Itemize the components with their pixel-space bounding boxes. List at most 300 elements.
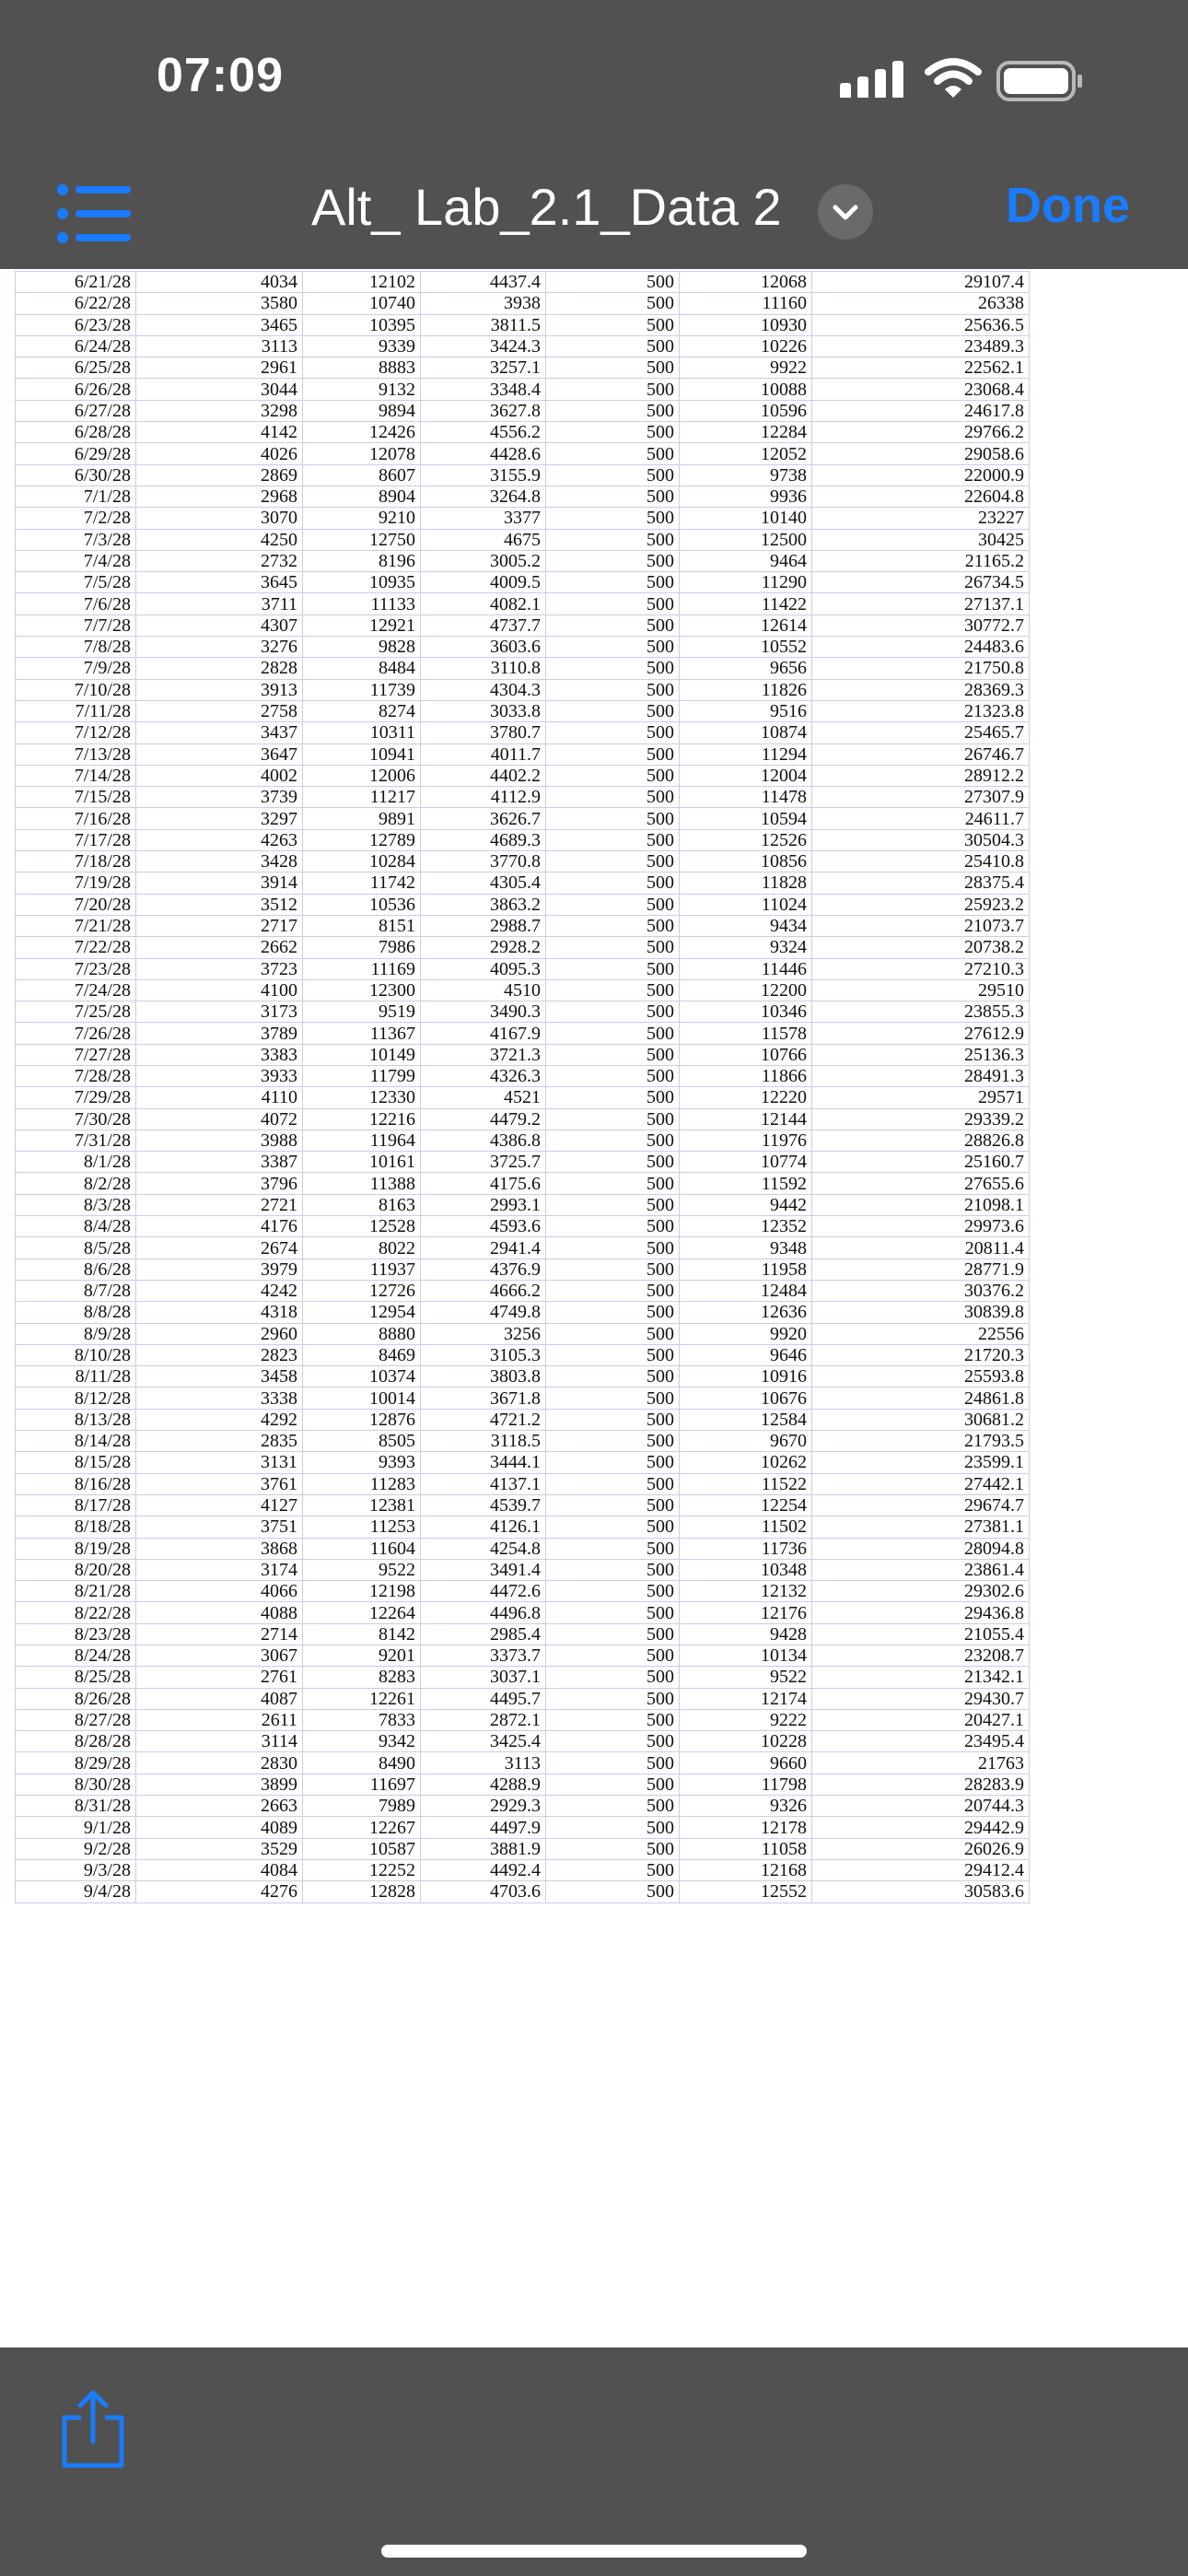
value-cell: 11697 [303,1774,421,1795]
value-cell: 11478 [680,787,812,808]
value-cell: 3155.9 [421,464,546,486]
value-cell: 500 [546,808,680,829]
date-cell: 7/25/28 [16,1001,136,1023]
total-cell: 30425 [812,529,1030,550]
value-cell: 12789 [303,829,421,850]
value-cell: 3811.5 [421,314,546,335]
outline-button[interactable] [57,181,133,247]
table-row [16,464,1030,486]
value-cell: 500 [546,1688,680,1709]
date-cell: 7/21/28 [16,915,136,936]
value-cell: 4084 [136,1859,303,1880]
value-cell: 3780.7 [421,722,546,744]
date-cell: 8/15/28 [16,1452,136,1473]
value-cell: 4721.2 [421,1409,546,1430]
table-row [16,1388,1030,1409]
battery-icon [996,61,1085,101]
value-cell: 11739 [303,679,421,700]
total-cell: 23495.4 [812,1731,1030,1752]
value-cell: 3914 [136,872,303,894]
date-cell: 7/17/28 [16,829,136,850]
table-row [16,1302,1030,1323]
value-cell: 11578 [680,1023,812,1044]
value-cell: 11866 [680,1065,812,1086]
date-cell: 7/12/28 [16,722,136,744]
value-cell: 4126.1 [421,1516,546,1538]
value-cell: 500 [546,379,680,400]
value-cell: 7986 [303,937,421,958]
date-cell: 6/23/28 [16,314,136,335]
table-row [16,1752,1030,1774]
value-cell: 4437.4 [421,272,546,293]
total-cell: 26338 [812,293,1030,314]
value-cell: 500 [546,1859,680,1880]
total-cell: 25636.5 [812,314,1030,335]
value-cell: 10226 [680,335,812,357]
value-cell: 3173 [136,1001,303,1023]
total-cell: 28771.9 [812,1259,1030,1280]
value-cell: 9210 [303,508,421,529]
value-cell: 3033.8 [421,700,546,721]
value-cell: 500 [546,464,680,486]
date-cell: 8/16/28 [16,1473,136,1494]
value-cell: 3070 [136,508,303,529]
total-cell: 29442.9 [812,1817,1030,1838]
value-cell: 4510 [421,979,546,1001]
value-cell: 3005.2 [421,550,546,571]
value-cell: 11798 [680,1774,812,1795]
value-cell: 12216 [303,1108,421,1130]
table-row [16,1344,1030,1365]
date-cell: 9/2/28 [16,1838,136,1859]
value-cell: 3264.8 [421,486,546,507]
value-cell: 500 [546,1602,680,1623]
home-indicator [381,2545,807,2558]
value-cell: 500 [546,572,680,593]
value-cell: 2714 [136,1623,303,1645]
value-cell: 9326 [680,1796,812,1817]
value-cell: 8163 [303,1194,421,1215]
value-cell: 11446 [680,958,812,979]
value-cell: 12267 [303,1817,421,1838]
value-cell: 9738 [680,464,812,486]
total-cell: 25465.7 [812,722,1030,744]
value-cell: 4009.5 [421,572,546,593]
table-row [16,637,1030,658]
value-cell: 3626.7 [421,808,546,829]
table-row [16,1216,1030,1237]
date-cell: 8/31/28 [16,1796,136,1817]
total-cell: 23227 [812,508,1030,529]
value-cell: 500 [546,1087,680,1108]
document-page[interactable] [0,269,1188,2348]
value-cell: 4072 [136,1108,303,1130]
value-cell: 8142 [303,1623,421,1645]
table-row [16,1688,1030,1709]
total-cell: 21165.2 [812,550,1030,571]
table-row [16,314,1030,335]
date-cell: 8/20/28 [16,1559,136,1580]
value-cell: 8274 [303,700,421,721]
table-row [16,915,1030,936]
value-cell: 9348 [680,1237,812,1259]
total-cell: 27307.9 [812,787,1030,808]
date-cell: 9/4/28 [16,1881,136,1903]
value-cell: 8469 [303,1344,421,1365]
table-row [16,808,1030,829]
table-row [16,379,1030,400]
value-cell: 3118.5 [421,1431,546,1452]
date-cell: 7/27/28 [16,1044,136,1065]
value-cell: 8196 [303,550,421,571]
value-cell: 4376.9 [421,1259,546,1280]
value-cell: 8484 [303,658,421,679]
value-cell: 2928.2 [421,937,546,958]
table-row [16,1796,1030,1817]
total-cell: 23068.4 [812,379,1030,400]
table-row [16,722,1030,744]
value-cell: 4095.3 [421,958,546,979]
total-cell: 29766.2 [812,422,1030,443]
total-cell: 27442.1 [812,1473,1030,1494]
value-cell: 4737.7 [421,615,546,636]
value-cell: 3113 [136,335,303,357]
date-cell: 7/8/28 [16,637,136,658]
value-cell: 4703.6 [421,1881,546,1903]
value-cell: 11253 [303,1516,421,1538]
value-cell: 9646 [680,1344,812,1365]
value-cell: 12252 [303,1859,421,1880]
date-cell: 7/4/28 [16,550,136,571]
value-cell: 4082.1 [421,593,546,615]
date-cell: 8/24/28 [16,1645,136,1667]
value-cell: 4066 [136,1581,303,1602]
date-cell: 8/6/28 [16,1259,136,1280]
value-cell: 3645 [136,572,303,593]
value-cell: 9342 [303,1731,421,1752]
value-cell: 500 [546,700,680,721]
table-row [16,508,1030,529]
table-row [16,1709,1030,1730]
value-cell: 3580 [136,293,303,314]
value-cell: 3298 [136,400,303,421]
date-cell: 7/2/28 [16,508,136,529]
value-cell: 500 [546,679,680,700]
date-cell: 7/18/28 [16,851,136,872]
value-cell: 2674 [136,1237,303,1259]
value-cell: 3603.6 [421,637,546,658]
value-cell: 9656 [680,658,812,679]
share-button[interactable] [57,2390,129,2469]
total-cell: 28094.8 [812,1538,1030,1559]
date-cell: 8/2/28 [16,1173,136,1194]
total-cell: 20738.2 [812,937,1030,958]
date-cell: 7/5/28 [16,572,136,593]
date-cell: 9/3/28 [16,1859,136,1880]
value-cell: 12750 [303,529,421,550]
value-cell: 9434 [680,915,812,936]
date-cell: 8/17/28 [16,1494,136,1516]
table-row [16,1366,1030,1388]
value-cell: 3424.3 [421,335,546,357]
value-cell: 3868 [136,1538,303,1559]
value-cell: 2611 [136,1709,303,1730]
table-row [16,1130,1030,1151]
total-cell: 22562.1 [812,357,1030,379]
value-cell: 11826 [680,679,812,700]
value-cell: 2835 [136,1431,303,1452]
value-cell: 11736 [680,1538,812,1559]
date-cell: 8/10/28 [16,1344,136,1365]
total-cell: 29510 [812,979,1030,1001]
value-cell: 3276 [136,637,303,658]
value-cell: 11604 [303,1538,421,1559]
value-cell: 500 [546,1667,680,1688]
date-cell: 8/7/28 [16,1280,136,1301]
total-cell: 29436.8 [812,1602,1030,1623]
value-cell: 10740 [303,293,421,314]
value-cell: 8022 [303,1237,421,1259]
value-cell: 4110 [136,1087,303,1108]
total-cell: 21720.3 [812,1344,1030,1365]
value-cell: 10587 [303,1838,421,1859]
value-cell: 11799 [303,1065,421,1086]
value-cell: 500 [546,1752,680,1774]
value-cell: 500 [546,1881,680,1903]
value-cell: 500 [546,1130,680,1151]
value-cell: 500 [546,293,680,314]
value-cell: 500 [546,314,680,335]
table-row [16,1152,1030,1173]
value-cell: 12254 [680,1494,812,1516]
value-cell: 12528 [303,1216,421,1237]
date-cell: 7/16/28 [16,808,136,829]
value-cell: 3789 [136,1023,303,1044]
list-icon [57,181,133,247]
value-cell: 11290 [680,572,812,593]
date-cell: 7/10/28 [16,679,136,700]
date-cell: 8/1/28 [16,1152,136,1173]
date-cell: 9/1/28 [16,1817,136,1838]
value-cell: 4263 [136,829,303,850]
done-button[interactable]: Done [1006,178,1130,233]
value-cell: 3037.1 [421,1667,546,1688]
date-cell: 7/7/28 [16,615,136,636]
value-cell: 11502 [680,1516,812,1538]
value-cell: 7989 [303,1796,421,1817]
table-row [16,1280,1030,1301]
value-cell: 12102 [303,272,421,293]
date-cell: 6/28/28 [16,422,136,443]
date-cell: 8/4/28 [16,1216,136,1237]
date-cell: 7/3/28 [16,529,136,550]
value-cell: 12068 [680,272,812,293]
value-cell: 500 [546,615,680,636]
value-cell: 2830 [136,1752,303,1774]
value-cell: 12526 [680,829,812,850]
value-cell: 4496.8 [421,1602,546,1623]
value-cell: 3529 [136,1838,303,1859]
wifi-icon [925,57,982,100]
value-cell: 3938 [421,293,546,314]
value-cell: 4142 [136,422,303,443]
table-row [16,593,1030,615]
value-cell: 500 [546,1280,680,1301]
table-row [16,1838,1030,1859]
value-cell: 500 [546,1452,680,1473]
value-cell: 10014 [303,1388,421,1409]
value-cell: 3348.4 [421,379,546,400]
value-cell: 7833 [303,1709,421,1730]
value-cell: 4292 [136,1409,303,1430]
table-row [16,1538,1030,1559]
value-cell: 8883 [303,357,421,379]
date-cell: 8/14/28 [16,1431,136,1452]
value-cell: 9339 [303,335,421,357]
value-cell: 4087 [136,1688,303,1709]
value-cell: 4479.2 [421,1108,546,1130]
value-cell: 3933 [136,1065,303,1086]
value-cell: 4112.9 [421,787,546,808]
value-cell: 500 [546,915,680,936]
value-cell: 500 [546,1731,680,1752]
value-cell: 4176 [136,1216,303,1237]
value-cell: 3491.4 [421,1559,546,1580]
total-cell: 24617.8 [812,400,1030,421]
value-cell: 500 [546,1216,680,1237]
value-cell: 4593.6 [421,1216,546,1237]
value-cell: 3174 [136,1559,303,1580]
table-row [16,937,1030,958]
total-cell: 27381.1 [812,1516,1030,1538]
value-cell: 500 [546,1581,680,1602]
value-cell: 3751 [136,1516,303,1538]
value-cell: 12330 [303,1087,421,1108]
value-cell: 3512 [136,894,303,915]
total-cell: 29107.4 [812,272,1030,293]
table-row [16,872,1030,894]
value-cell: 11133 [303,593,421,615]
value-cell: 3803.8 [421,1366,546,1388]
document-title[interactable]: Alt_ Lab_2.1_Data 2 [311,178,782,236]
table-row [16,1667,1030,1688]
total-cell: 29339.2 [812,1108,1030,1130]
value-cell: 2968 [136,486,303,507]
date-cell: 8/5/28 [16,1237,136,1259]
value-cell: 11742 [303,872,421,894]
value-cell: 12176 [680,1602,812,1623]
value-cell: 500 [546,722,680,744]
value-cell: 9936 [680,486,812,507]
value-cell: 500 [546,1302,680,1323]
value-cell: 10262 [680,1452,812,1473]
value-cell: 3647 [136,744,303,765]
bottom-toolbar [0,2348,1188,2576]
value-cell: 4250 [136,529,303,550]
value-cell: 4497.9 [421,1817,546,1838]
date-cell: 6/21/28 [16,272,136,293]
value-cell: 4402.2 [421,765,546,786]
value-cell: 10874 [680,722,812,744]
value-cell: 11388 [303,1173,421,1194]
total-cell: 21073.7 [812,915,1030,936]
date-cell: 8/25/28 [16,1667,136,1688]
total-cell: 28912.2 [812,765,1030,786]
table-row [16,1731,1030,1752]
value-cell: 8505 [303,1431,421,1452]
table-row [16,851,1030,872]
value-cell: 3113 [421,1752,546,1774]
value-cell: 10134 [680,1645,812,1667]
value-cell: 12381 [303,1494,421,1516]
date-cell: 7/20/28 [16,894,136,915]
table-row [16,1817,1030,1838]
value-cell: 3105.3 [421,1344,546,1365]
date-cell: 8/8/28 [16,1302,136,1323]
value-cell: 3067 [136,1645,303,1667]
value-cell: 3725.7 [421,1152,546,1173]
total-cell: 20744.3 [812,1796,1030,1817]
value-cell: 4749.8 [421,1302,546,1323]
value-cell: 4675 [421,529,546,550]
value-cell: 2761 [136,1667,303,1688]
total-cell: 23489.3 [812,335,1030,357]
value-cell: 4472.6 [421,1581,546,1602]
value-cell: 2929.3 [421,1796,546,1817]
value-cell: 500 [546,872,680,894]
value-cell: 9324 [680,937,812,958]
value-cell: 4127 [136,1494,303,1516]
value-cell: 10228 [680,1731,812,1752]
total-cell: 25923.2 [812,894,1030,915]
value-cell: 12168 [680,1859,812,1880]
total-cell: 21793.5 [812,1431,1030,1452]
value-cell: 4034 [136,272,303,293]
total-cell: 28369.3 [812,679,1030,700]
value-cell: 3721.3 [421,1044,546,1065]
date-cell: 8/23/28 [16,1623,136,1645]
value-cell: 4326.3 [421,1065,546,1086]
table-row [16,1431,1030,1452]
table-row [16,357,1030,379]
value-cell: 500 [546,1473,680,1494]
date-cell: 8/30/28 [16,1774,136,1795]
value-cell: 3761 [136,1473,303,1494]
total-cell: 24861.8 [812,1388,1030,1409]
value-cell: 9920 [680,1323,812,1344]
value-cell: 2988.7 [421,915,546,936]
value-cell: 11294 [680,744,812,765]
value-cell: 3383 [136,1044,303,1065]
value-cell: 9522 [303,1559,421,1580]
total-cell: 20811.4 [812,1237,1030,1259]
value-cell: 4318 [136,1302,303,1323]
date-cell: 8/13/28 [16,1409,136,1430]
value-cell: 8151 [303,915,421,936]
total-cell: 27655.6 [812,1173,1030,1194]
value-cell: 9442 [680,1194,812,1215]
date-cell: 8/12/28 [16,1388,136,1409]
value-cell: 12921 [303,615,421,636]
title-menu-button[interactable] [818,184,873,240]
value-cell: 12264 [303,1602,421,1623]
value-cell: 500 [546,1409,680,1430]
value-cell: 2985.4 [421,1623,546,1645]
table-body [16,272,1030,1903]
date-cell: 8/21/28 [16,1581,136,1602]
date-cell: 7/19/28 [16,872,136,894]
total-cell: 21342.1 [812,1667,1030,1688]
